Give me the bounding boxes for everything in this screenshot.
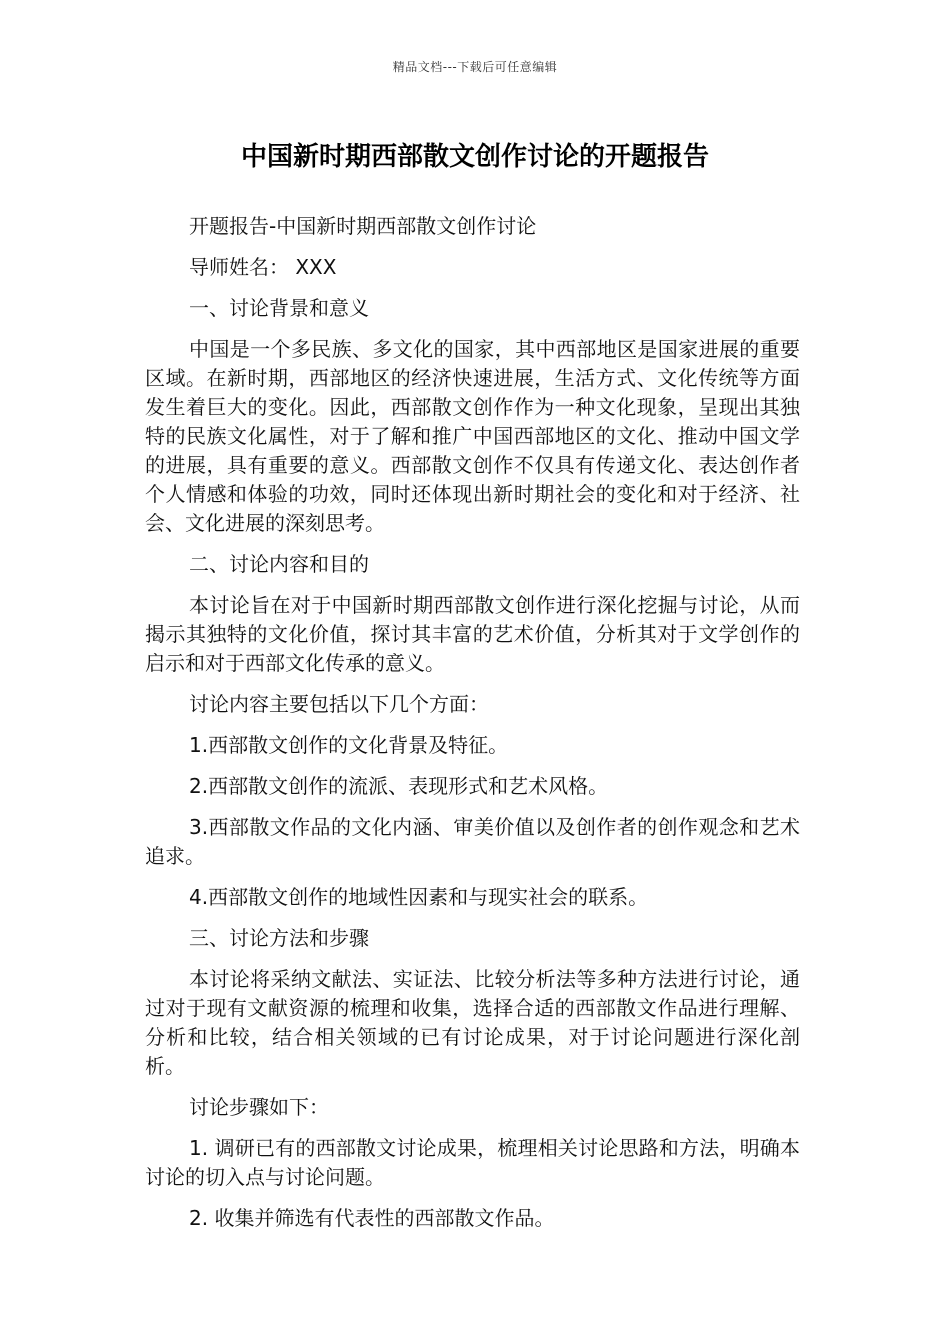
paragraph-methods: 本讨论将采纳文献法、实证法、比较分析法等多种方法进行讨论，通过对于现有文献资源的梳理和收集，选择合适的西部散文作品进行理解、分析和比较，结合相关领域的已有讨论成果，对于讨论问题进行深化剖析。 [145, 967, 800, 1078]
report-subtitle: 开题报告-中国新时期西部散文创作讨论 [189, 214, 537, 238]
paragraph-steps-intro: 讨论步骤如下： [189, 1095, 329, 1119]
list-item-content-4: 4.西部散文创作的地域性因素和与现实社会的联系。 [189, 885, 649, 909]
paragraph-purpose: 本讨论旨在对于中国新时期西部散文创作进行深化挖掘与讨论，从而揭示其独特的文化价值，探讨其丰富的艺术价值，分析其对于文学创作的启示和对于西部文化传承的意义。 [145, 593, 800, 675]
advisor-name: 导师姓名： XXX [189, 255, 337, 279]
section-heading-2: 二、讨论内容和目的 [189, 552, 369, 576]
paragraph-content-intro: 讨论内容主要包括以下几个方面： [189, 692, 489, 716]
list-item-content-3: 3.西部散文作品的文化内涵、审美价值以及创作者的创作观念和艺术追求。 [145, 815, 800, 868]
list-item-step-2: 2. 收集并筛选有代表性的西部散文作品。 [189, 1206, 555, 1230]
document-body [145, 212, 800, 1245]
page-header-watermark: 精品文档---下载后可任意编辑 [392, 60, 558, 74]
document-title: 中国新时期西部散文创作讨论的开题报告 [240, 142, 709, 172]
paragraph-background: 中国是一个多民族、多文化的国家，其中西部地区是国家进展的重要区域。在新时期，西部地区的经济快速进展，生活方式、文化传统等方面发生着巨大的变化。因此，西部散文创作作为一种文化现象，呈现出其独特的民族文化属性，对于了解和推广中国西部地区的文化、推动中国文学的进展，具有重要的意义。西部散文创作不仅具有传递文化、表达创作者个人情感和体验的功效，同时还体现出新时期社会的变化和对于经济、社会、文化进展的深刻思考。 [145, 337, 800, 535]
section-heading-1: 一、讨论背景和意义 [189, 296, 369, 320]
list-item-content-1: 1.西部散文创作的文化背景及特征。 [189, 733, 509, 757]
list-item-content-2: 2.西部散文创作的流派、表现形式和艺术风格。 [189, 774, 609, 798]
list-item-step-1: 1. 调研已有的西部散文讨论成果，梳理相关讨论思路和方法，明确本讨论的切入点与讨论问题。 [145, 1136, 800, 1189]
section-heading-3: 三、讨论方法和步骤 [189, 926, 369, 950]
